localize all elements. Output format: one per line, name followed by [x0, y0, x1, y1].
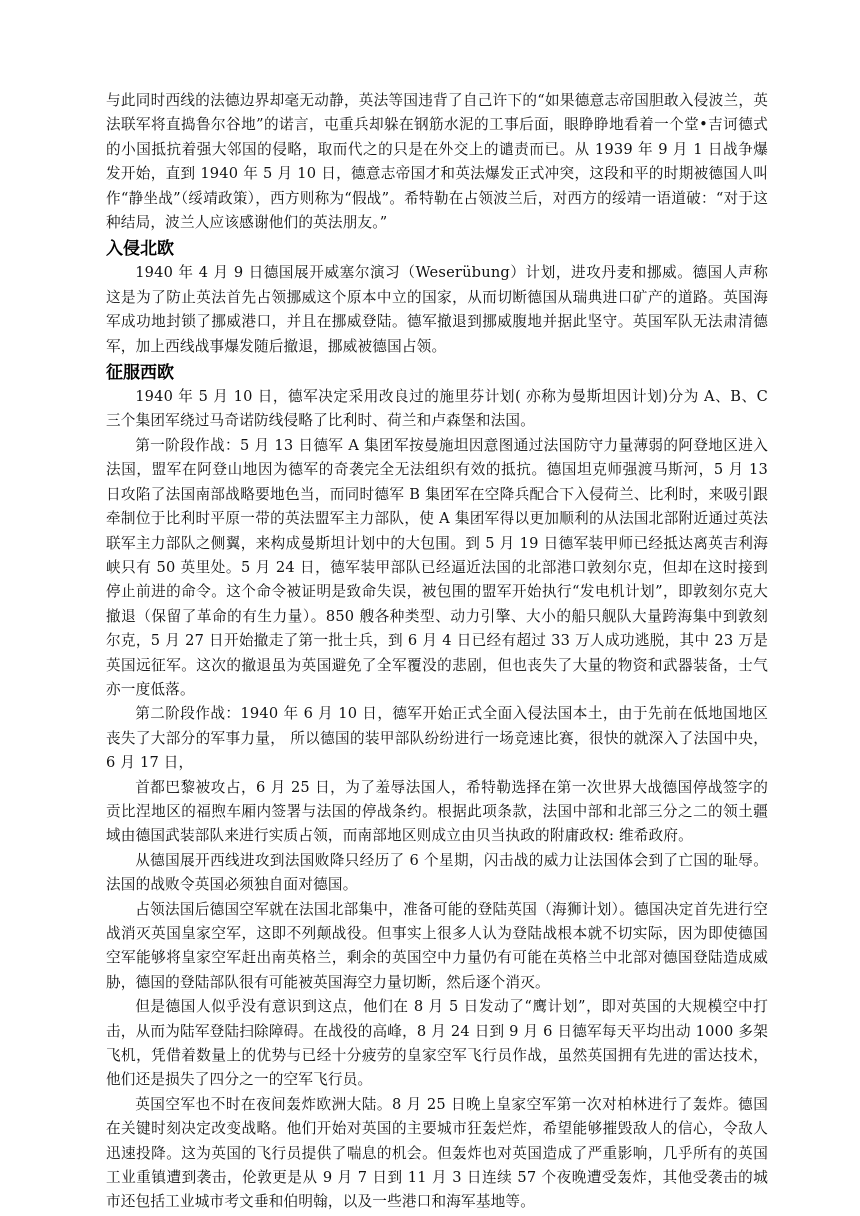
paragraph-west-8: 英国空军也不时在夜间轰炸欧洲大陆。8 月 25 日晚上皇家空军第一次对柏林进行了轰炸。德国在关键时刻决定改变战略。他们开始对英国的主要城市狂轰烂炸，希望能够摧毁敌人的信心，令敌人迅速投降。这为英国的飞行员提供了喘息的机会。但轰炸也对英国造成了严重影响，几乎所有的英国工业重镇遭到袭击，伦敦更是从 9 月 7 日到 11 月 3 日连续 57 个夜晚遭受轰炸，其他受袭击的城市还包括工业城市考文垂和伯明翰，以及一些港口和海军基地等。	[106, 1095, 768, 1211]
paragraph-west-6: 占领法国后德国空军就在法国北部集中，准备可能的登陆英国（海狮计划）。德国决定首先进行空战消灭英国皇家空军，这即不列颠战役。但事实上很多人认为登陆战根本就不切实际，因为即使德国空军能够将皇家空军赶出南英格兰，剩余的英国空中力量仍有可能在英格兰中北部对德国登陆造成威胁，德国的登陆部队很有可能被英国海空力量切断，然后逐个消灭。	[106, 900, 768, 991]
paragraph-west-3: 第二阶段作战：1940 年 6 月 10 日，德军开始正式全面入侵法国本土，由于先前在低地国地区丧失了大部分的军事力量， 所以德国的装甲部队纷纷进行一场竞速比赛，很快的就深入了法国中央，6 月 17 日，	[106, 705, 768, 772]
intro-paragraph: 与此同时西线的法德边界却毫无动静，英法等国违背了自己许下的“如果德意志帝国胆敢入侵波兰，英法联军将直捣鲁尔谷地”的诺言，屯重兵却躲在钢筋水泥的工事后面，眼睁睁地看着一个堂•吉诃德式的小国抵抗着强大邻国的侵略，取而代之的只是在外交上的谴责而已。从 1939 年 9 月 1 日战争爆发开始，直到 1940 年 5 月 10 日，德意志帝国才和英法爆发正式冲突，这段和平的时期被德国人叫作“静坐战”（绥靖政策），西方则称为“假战”。希特勒在占领波兰后，对西方的绥靖一语道破：“对于这种结局，波兰人应该感谢他们的英法朋友。”	[106, 92, 768, 232]
document-page	[106, 89, 768, 1215]
paragraph-west-5: 从德国展开西线进攻到法国败降只经历了 6 个星期，闪击战的威力让法国体会到了亡国的耻辱。法国的战败令英国必须独自面对德国。	[106, 851, 768, 894]
paragraph-west-7: 但是德国人似乎没有意识到这点，他们在 8 月 5 日发动了“鹰计划”，即对英国的大规模空中打击，从而为陆军登陆扫除障碍。在战役的高峰，8 月 24 日到 9 月 6 日德军每天平均出动 1000 多架飞机，凭借着数量上的优势与已经十分疲劳的皇家空军飞行员作战，虽然英国拥有先进的雷达技术，他们还是损失了四分之一的空军飞行员。	[106, 998, 768, 1089]
section-heading-west: 征服西欧	[106, 363, 174, 384]
paragraph-west-2: 第一阶段作战：5 月 13 日德军 A 集团军按曼施坦因意图通过法国防守力量薄弱的阿登地区进入法国，盟军在阿登山地因为德军的奇袭完全无法组织有效的抵抗。德国坦克师强渡马斯河，5 月 13 日攻陷了法国南部战略要地色当，而同时德军 B 集团军在空降兵配合下入侵荷兰、比利时，来吸引跟牵制位于比利时平原一带的英法盟军主力部队，使 A 集团军得以更加顺利的从法国北部附近通过英法联军主力部队之侧翼，来构成曼斯坦计划中的大包围。到 5 月 19 日德军装甲师已经抵达离英吉利海峡只有 50 英里处。5 月 24 日，德军装甲部队已经逼近法国的北部港口敦刻尔克，但却在这时接到停止前进的命令。这个命令被证明是致命失误，被包围的盟军开始执行“发电机计划”，即敦刻尔克大撤退（保留了革命的有生力量）。850 艘各种类型、动力引擎、大小的船只舰队大量跨海集中到敦刻尔克，5 月 27 日开始撤走了第一批士兵，到 6 月 4 日已经有超过 33 万人成功逃脱，其中 23 万是英国远征军。这次的撤退虽为英国避免了全军覆没的悲剧，但也丧失了大量的物资和武器装备，士气亦一度低落。	[106, 436, 768, 698]
paragraph-west-1: 1940 年 5 月 10 日，德军决定采用改良过的施里芬计划( 亦称为曼斯坦因计划)分为 A、B、C 三个集团军绕过马奇诺防线侵略了比利时、荷兰和卢森堡和法国。	[106, 388, 768, 430]
section-heading-north: 入侵北欧	[106, 239, 174, 260]
paragraph-north-1: 1940 年 4 月 9 日德国展开威塞尔演习（Weserübung）计划，进攻丹麦和挪威。德国人声称这是为了防止英法首先占领挪威这个原本中立的国家，从而切断德国从瑞典进口矿产的道路。英国海军成功地封锁了挪威港口，并且在挪威登陆。德军撤退到挪威腹地并据此坚守。英国军队无法肃清德军，加上西线战事爆发随后撤退，挪威被德国占领。	[106, 264, 768, 355]
paragraph-west-4: 首都巴黎被攻占，6 月 25 日，为了羞辱法国人，希特勒选择在第一次世界大战德国停战签字的贡比涅地区的福煦车厢内签署与法国的停战条约。根据此项条款，法国中部和北部三分之二的领土疆域由德国武装部队来进行实质占领，而南部地区则成立由贝当执政的附庸政权: 维希政府。	[106, 778, 768, 845]
